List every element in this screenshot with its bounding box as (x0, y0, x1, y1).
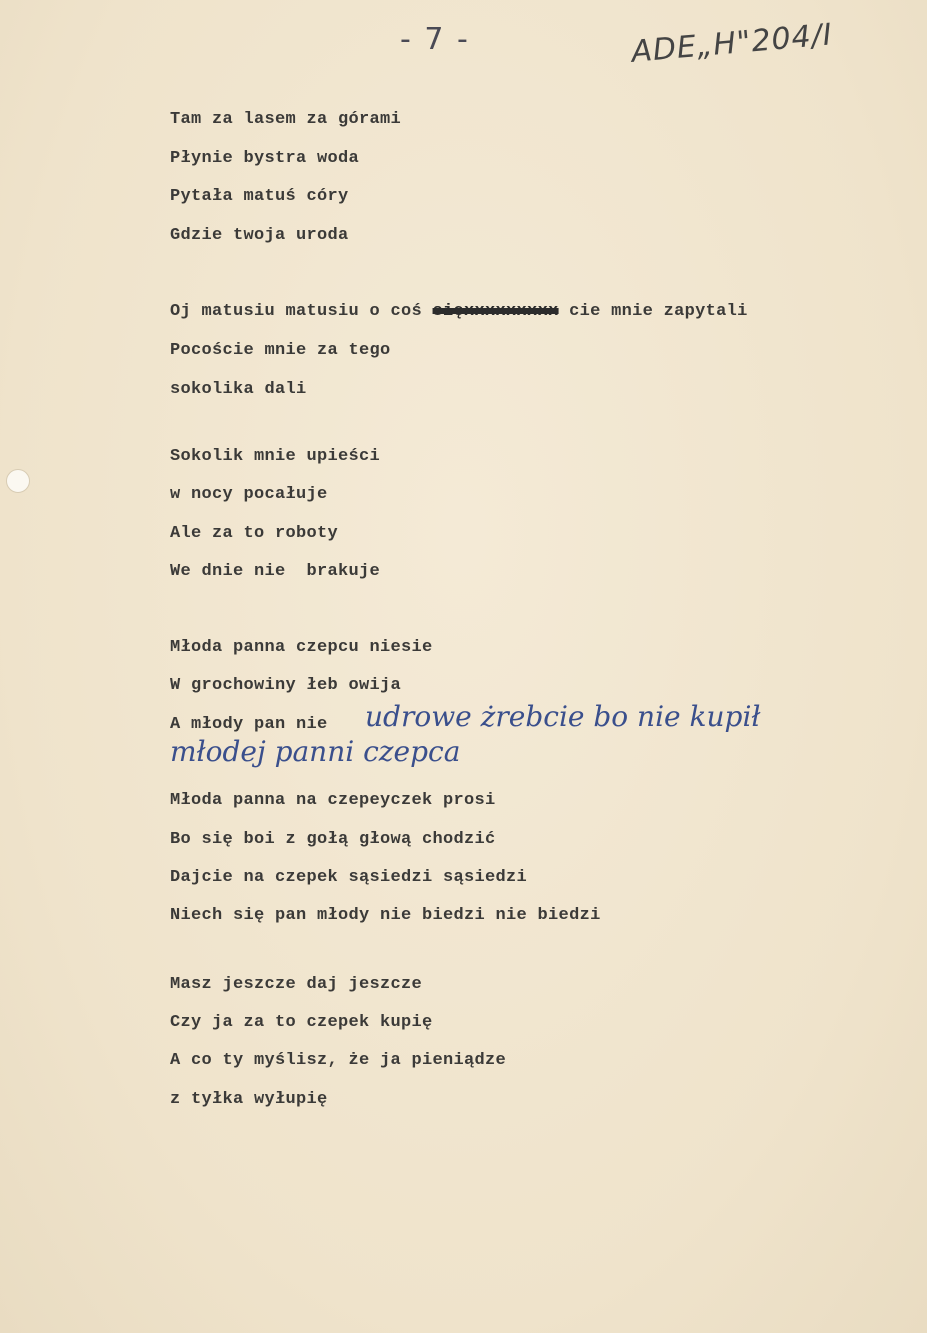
lyric-line: A co ty myślisz, że ja pieniądze (170, 1051, 507, 1070)
archive-reference: ADE„H"204/I (630, 17, 834, 70)
lyric-line: A młody pan nie (170, 715, 328, 734)
handwritten-annotation: udrowe żrebcie bo nie kupił (365, 700, 761, 733)
lyric-line: Bo się boi z gołą głową chodzić (170, 830, 496, 849)
lyric-line: Młoda panna na czepeyczek prosi (170, 791, 496, 810)
punch-hole (6, 469, 30, 493)
lyric-line: Pytała matuś córy (170, 187, 349, 206)
lyric-line: Pocoście mnie za tego (170, 341, 391, 360)
lyric-line: Tam za lasem za górami (170, 110, 402, 129)
lyric-text: Oj matusiu matusiu o coś (170, 302, 433, 321)
struck-out-text: sięxxxxxxxxx (432, 302, 559, 321)
lyric-line: sokolika dali (170, 380, 307, 399)
lyric-line: Czy ja za to czepek kupię (170, 1013, 433, 1032)
lyric-line: Młoda panna czepcu niesie (170, 638, 433, 657)
lyric-line: w nocy pocałuje (170, 485, 328, 504)
lyric-line: Niech się pan młody nie biedzi nie biedzi (170, 906, 601, 925)
lyric-line: Płynie bystra woda (170, 149, 360, 168)
lyric-text: cie mnie zapytali (558, 302, 748, 321)
lyric-line: Gdzie twoja uroda (170, 226, 349, 245)
lyric-line: Dajcie na czepek sąsiedzi sąsiedzi (170, 868, 528, 887)
lyric-line: W grochowiny łeb owija (170, 676, 402, 695)
handwritten-annotation: młodej panni czepca (170, 735, 461, 768)
lyric-line: Ale za to roboty (170, 524, 339, 543)
lyric-line: z tyłka wyłupię (170, 1090, 328, 1109)
lyric-line: Sokolik mnie upieści (170, 447, 381, 466)
lyric-line-with-strikeout (170, 302, 748, 321)
lyric-line: We dnie nie brakuje (170, 562, 381, 581)
page-number: - 7 - (400, 22, 470, 57)
lyric-line: Masz jeszcze daj jeszcze (170, 975, 423, 994)
